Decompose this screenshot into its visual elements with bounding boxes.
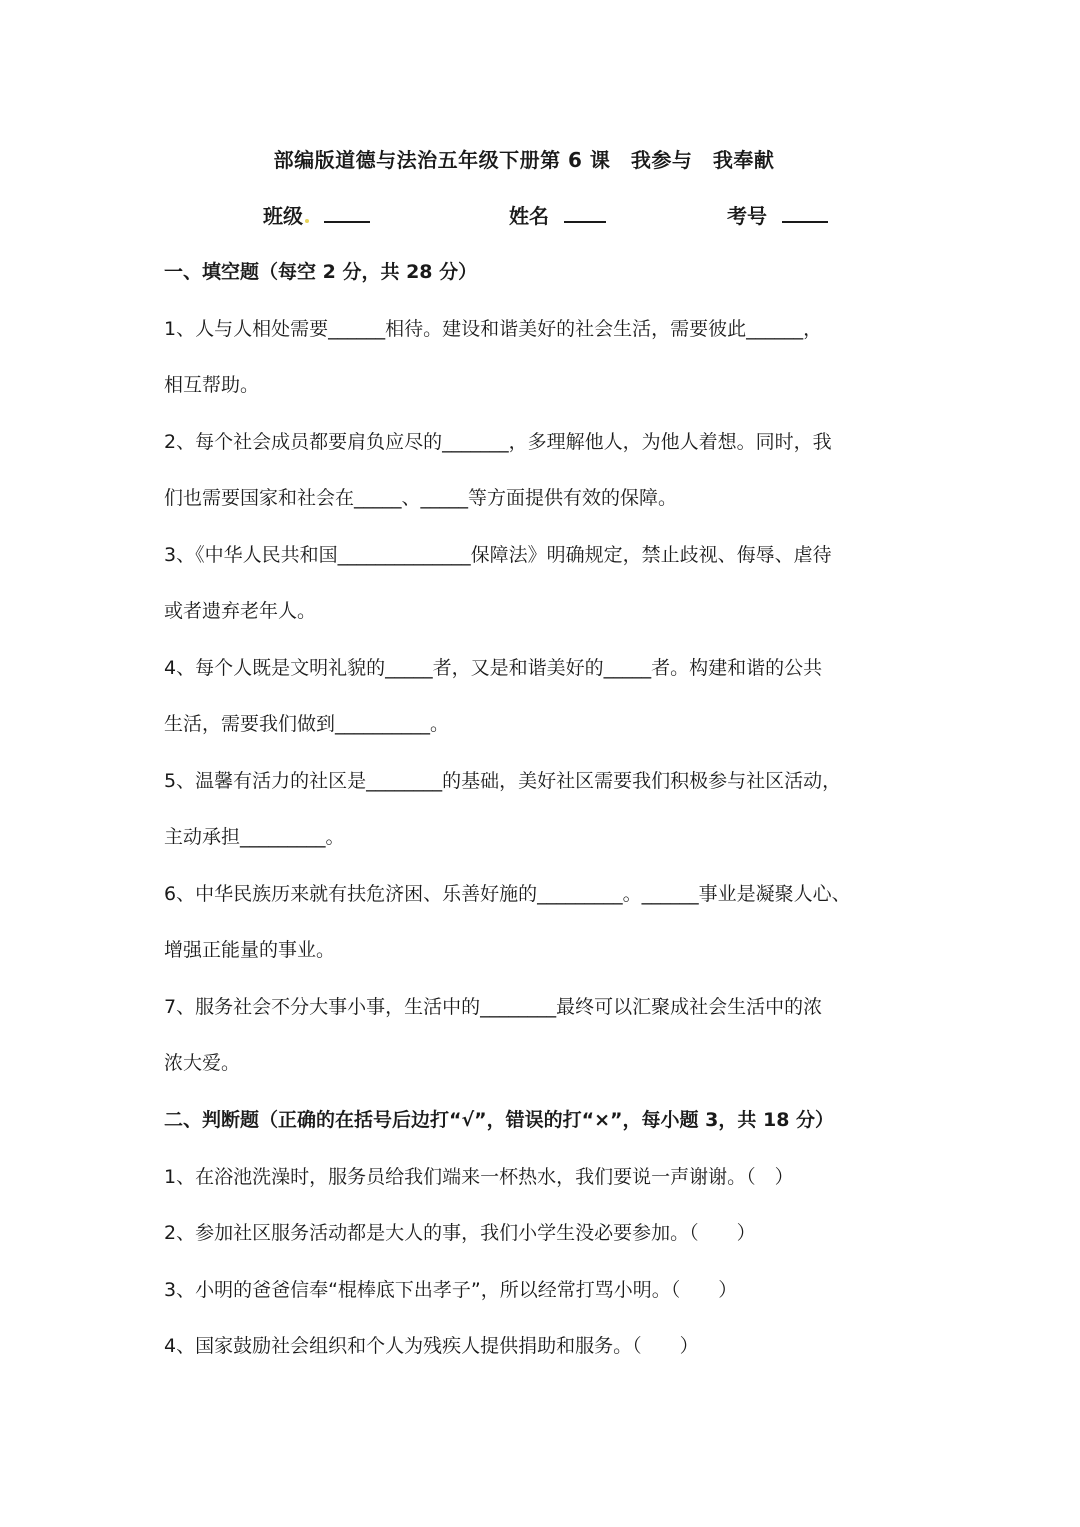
class-field — [263, 200, 370, 229]
number-field — [727, 200, 828, 229]
number-label: 考号 — [727, 204, 767, 228]
section1-line: 4、每个人既是文明礼貌的_____者，又是和谐美好的_____者。构建和谐的公共 — [164, 657, 823, 679]
section1-line: 3、《中华人民共和国______________保障法》明确规定，禁止歧视、侮辱、虐待 — [164, 544, 832, 566]
section1-line: 或者遗弃老年人。 — [164, 600, 317, 622]
section1-line: 1、人与人相处需要______相待。建设和谐美好的社会生活，需要彼此______， — [164, 318, 823, 340]
section2-item: 4、国家鼓励社会组织和个人为残疾人提供捐助和服务。（ ） — [164, 1335, 699, 1357]
section1-line: 们也需要国家和社会在_____、_____等方面提供有效的保障。 — [164, 487, 678, 509]
page-title: 部编版道德与法治五年级下册第 6 课 我参与 我奉献 — [273, 148, 775, 172]
section2-item: 3、小明的爸爸信奉“棍棒底下出孝子”，所以经常打骂小明。（ ） — [164, 1279, 738, 1301]
class-blank[interactable] — [324, 203, 370, 223]
section1-line: 7、服务社会不分大事小事，生活中的________最终可以汇聚成社会生活中的浓 — [164, 996, 823, 1018]
mark-dot — [305, 219, 309, 223]
section1-line: 生活，需要我们做到__________。 — [164, 713, 450, 735]
number-blank[interactable] — [782, 203, 828, 223]
name-label: 姓名 — [509, 204, 549, 228]
section2-item: 2、参加社区服务活动都是大人的事，我们小学生没必要参加。（ ） — [164, 1222, 756, 1244]
name-blank[interactable] — [564, 203, 606, 223]
section1-line: 5、温馨有活力的社区是________的基础，美好社区需要我们积极参与社区活动， — [164, 770, 842, 792]
section2-heading: 二、判断题（正确的在括号后边打“√”，错误的打“×”，每小题 3，共 18 分） — [164, 1109, 835, 1131]
section2-item: 1、在浴池洗澡时，服务员给我们端来一杯热水，我们要说一声谢谢。（ ） — [164, 1166, 794, 1188]
section1-line: 相互帮助。 — [164, 374, 260, 396]
section1-heading: 一、填空题（每空 2 分，共 28 分） — [164, 261, 478, 283]
section1-line: 浓大爱。 — [164, 1052, 241, 1074]
section1-line: 6、中华民族历来就有扶危济困、乐善好施的_________。______事业是凝聚人心、 — [164, 883, 851, 905]
section1-line: 增强正能量的事业。 — [164, 939, 336, 961]
section1-line: 主动承担_________。 — [164, 826, 345, 848]
section1-line: 2、每个社会成员都要肩负应尽的_______，多理解他人，为他人着想。同时，我 — [164, 431, 832, 453]
name-field — [509, 200, 606, 229]
class-label: 班级 — [263, 204, 303, 228]
